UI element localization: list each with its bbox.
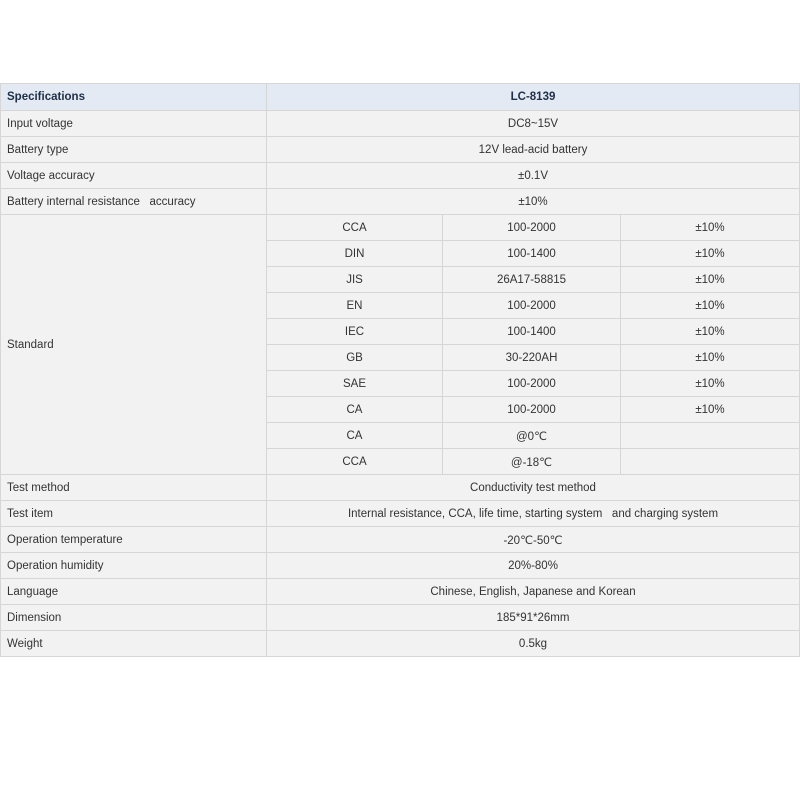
standard-range: @-18℃ bbox=[443, 449, 621, 475]
standard-accuracy: ±10% bbox=[621, 241, 800, 267]
row-label: Voltage accuracy bbox=[1, 163, 267, 189]
standard-accuracy: ±10% bbox=[621, 215, 800, 241]
standard-accuracy: ±10% bbox=[621, 319, 800, 345]
standard-accuracy bbox=[621, 449, 800, 475]
row-value: Chinese, English, Japanese and Korean bbox=[267, 579, 800, 605]
row-value: ±0.1V bbox=[267, 163, 800, 189]
table-row bbox=[1, 111, 800, 137]
standard-range: 100-2000 bbox=[443, 293, 621, 319]
row-label: Battery internal resistance accuracy bbox=[1, 189, 267, 215]
standard-accuracy: ±10% bbox=[621, 345, 800, 371]
standard-range: @0℃ bbox=[443, 423, 621, 449]
standard-accuracy: ±10% bbox=[621, 267, 800, 293]
standard-accuracy: ±10% bbox=[621, 293, 800, 319]
standard-name: SAE bbox=[267, 371, 443, 397]
table-row bbox=[1, 631, 800, 657]
row-label: Operation temperature bbox=[1, 527, 267, 553]
standard-name: CCA bbox=[267, 215, 443, 241]
standard-row bbox=[1, 215, 800, 241]
standard-name: IEC bbox=[267, 319, 443, 345]
standard-name: GB bbox=[267, 345, 443, 371]
standard-range: 100-1400 bbox=[443, 241, 621, 267]
table-row bbox=[1, 553, 800, 579]
row-value: 12V lead-acid battery bbox=[267, 137, 800, 163]
header-model: LC-8139 bbox=[267, 84, 800, 111]
row-value: Internal resistance, CCA, life time, starting system and charging system bbox=[267, 501, 800, 527]
table-row bbox=[1, 501, 800, 527]
row-label: Test method bbox=[1, 475, 267, 501]
row-label: Operation humidity bbox=[1, 553, 267, 579]
table-row bbox=[1, 163, 800, 189]
header-specifications: Specifications bbox=[1, 84, 267, 111]
standard-name: CA bbox=[267, 397, 443, 423]
standard-accuracy: ±10% bbox=[621, 397, 800, 423]
standard-name: JIS bbox=[267, 267, 443, 293]
table-row bbox=[1, 137, 800, 163]
row-label: Weight bbox=[1, 631, 267, 657]
row-label: Input voltage bbox=[1, 111, 267, 137]
row-label: Language bbox=[1, 579, 267, 605]
row-value: 0.5kg bbox=[267, 631, 800, 657]
row-label: Dimension bbox=[1, 605, 267, 631]
specifications-table bbox=[0, 83, 800, 657]
standard-accuracy bbox=[621, 423, 800, 449]
table-row bbox=[1, 475, 800, 501]
row-value: DC8~15V bbox=[267, 111, 800, 137]
standard-range: 100-2000 bbox=[443, 397, 621, 423]
standard-range: 30-220AH bbox=[443, 345, 621, 371]
row-value: ±10% bbox=[267, 189, 800, 215]
row-value: 20%-80% bbox=[267, 553, 800, 579]
row-label: Test item bbox=[1, 501, 267, 527]
table-row bbox=[1, 605, 800, 631]
standard-range: 100-2000 bbox=[443, 371, 621, 397]
table-row bbox=[1, 579, 800, 605]
table-header-row bbox=[1, 84, 800, 111]
table-row bbox=[1, 189, 800, 215]
standard-accuracy: ±10% bbox=[621, 371, 800, 397]
standard-range: 100-1400 bbox=[443, 319, 621, 345]
standard-range: 26A17-58815 bbox=[443, 267, 621, 293]
standard-label: Standard bbox=[1, 215, 267, 475]
standard-name: CA bbox=[267, 423, 443, 449]
row-label: Battery type bbox=[1, 137, 267, 163]
standard-name: DIN bbox=[267, 241, 443, 267]
standard-name: CCA bbox=[267, 449, 443, 475]
row-value: -20℃-50℃ bbox=[267, 527, 800, 553]
standard-range: 100-2000 bbox=[443, 215, 621, 241]
standard-name: EN bbox=[267, 293, 443, 319]
row-value: 185*91*26mm bbox=[267, 605, 800, 631]
table-row bbox=[1, 527, 800, 553]
row-value: Conductivity test method bbox=[267, 475, 800, 501]
